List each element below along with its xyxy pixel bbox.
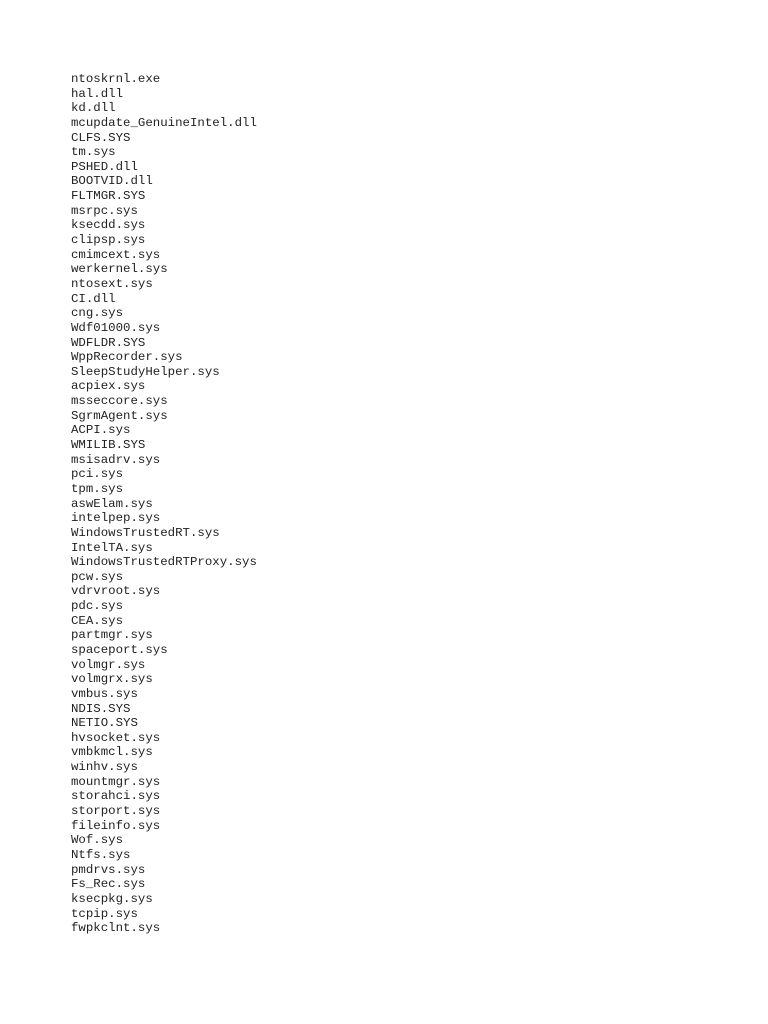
module-entry: vdrvroot.sys <box>71 584 161 599</box>
module-entry: aswElam.sys <box>71 496 153 511</box>
module-entry: intelpep.sys <box>71 511 161 526</box>
module-entry: PSHED.dll <box>71 159 138 174</box>
module-entry: pdc.sys <box>71 599 124 614</box>
module-entry: mcupdate_GenuineIntel.dll <box>71 115 257 130</box>
module-entry: WMILIB.SYS <box>71 438 146 453</box>
module-entry: clipsp.sys <box>71 233 146 248</box>
module-entry: msrpc.sys <box>71 203 138 218</box>
module-entry: volmgrx.sys <box>71 672 153 687</box>
module-entry: ntosext.sys <box>71 276 153 291</box>
module-entry: hal.dll <box>71 86 124 101</box>
module-entry: tpm.sys <box>71 481 124 496</box>
module-entry: SgrmAgent.sys <box>71 408 168 423</box>
module-entry: ksecdd.sys <box>71 218 146 233</box>
module-entry: FLTMGR.SYS <box>71 189 146 204</box>
module-entry: acpiex.sys <box>71 379 146 394</box>
module-entry: volmgr.sys <box>71 657 146 672</box>
module-entry: msisadrv.sys <box>71 452 161 467</box>
module-entry: NDIS.SYS <box>71 701 131 716</box>
module-entry: spaceport.sys <box>71 642 168 657</box>
module-entry: cng.sys <box>71 306 124 321</box>
module-entry: WindowsTrustedRT.sys <box>71 525 220 540</box>
module-entry: CLFS.SYS <box>71 130 131 145</box>
module-entry: Ntfs.sys <box>71 847 131 862</box>
module-entry: vmbkmcl.sys <box>71 745 153 760</box>
module-entry: tcpip.sys <box>71 906 138 921</box>
module-entry: ACPI.sys <box>71 423 131 438</box>
module-entry: Fs_Rec.sys <box>71 877 146 892</box>
module-entry: pcw.sys <box>71 569 124 584</box>
module-entry: CI.dll <box>71 291 116 306</box>
module-entry: fileinfo.sys <box>71 818 161 833</box>
module-entry: cmimcext.sys <box>71 247 161 262</box>
module-entry: tm.sys <box>71 145 116 160</box>
module-entry: storahci.sys <box>71 789 161 804</box>
module-entry: WppRecorder.sys <box>71 350 183 365</box>
module-entry: storport.sys <box>71 804 161 819</box>
module-entry: BOOTVID.dll <box>71 174 153 189</box>
module-entry: Wdf01000.sys <box>71 320 161 335</box>
module-entry: winhv.sys <box>71 760 138 775</box>
module-entry: hvsocket.sys <box>71 730 161 745</box>
module-entry: CEA.sys <box>71 613 124 628</box>
module-entry: ksecpkg.sys <box>71 891 153 906</box>
module-entry: msseccore.sys <box>71 394 168 409</box>
module-entry: NETIO.SYS <box>71 716 138 731</box>
module-entry: SleepStudyHelper.sys <box>71 364 220 379</box>
module-entry: werkernel.sys <box>71 262 168 277</box>
module-entry: ntoskrnl.exe <box>71 72 161 86</box>
module-entry: fwpkclnt.sys <box>71 921 161 936</box>
module-entry: Wof.sys <box>71 833 124 848</box>
module-entry: WindowsTrustedRTProxy.sys <box>71 555 257 570</box>
module-entry: mountmgr.sys <box>71 774 161 789</box>
module-entry: kd.dll <box>71 101 116 116</box>
module-entry: partmgr.sys <box>71 628 153 643</box>
module-entry: IntelTA.sys <box>71 540 153 555</box>
module-list <box>71 72 257 936</box>
module-entry: pci.sys <box>71 467 124 482</box>
module-entry: pmdrvs.sys <box>71 862 146 877</box>
module-entry: vmbus.sys <box>71 686 138 701</box>
module-entry: WDFLDR.SYS <box>71 335 146 350</box>
